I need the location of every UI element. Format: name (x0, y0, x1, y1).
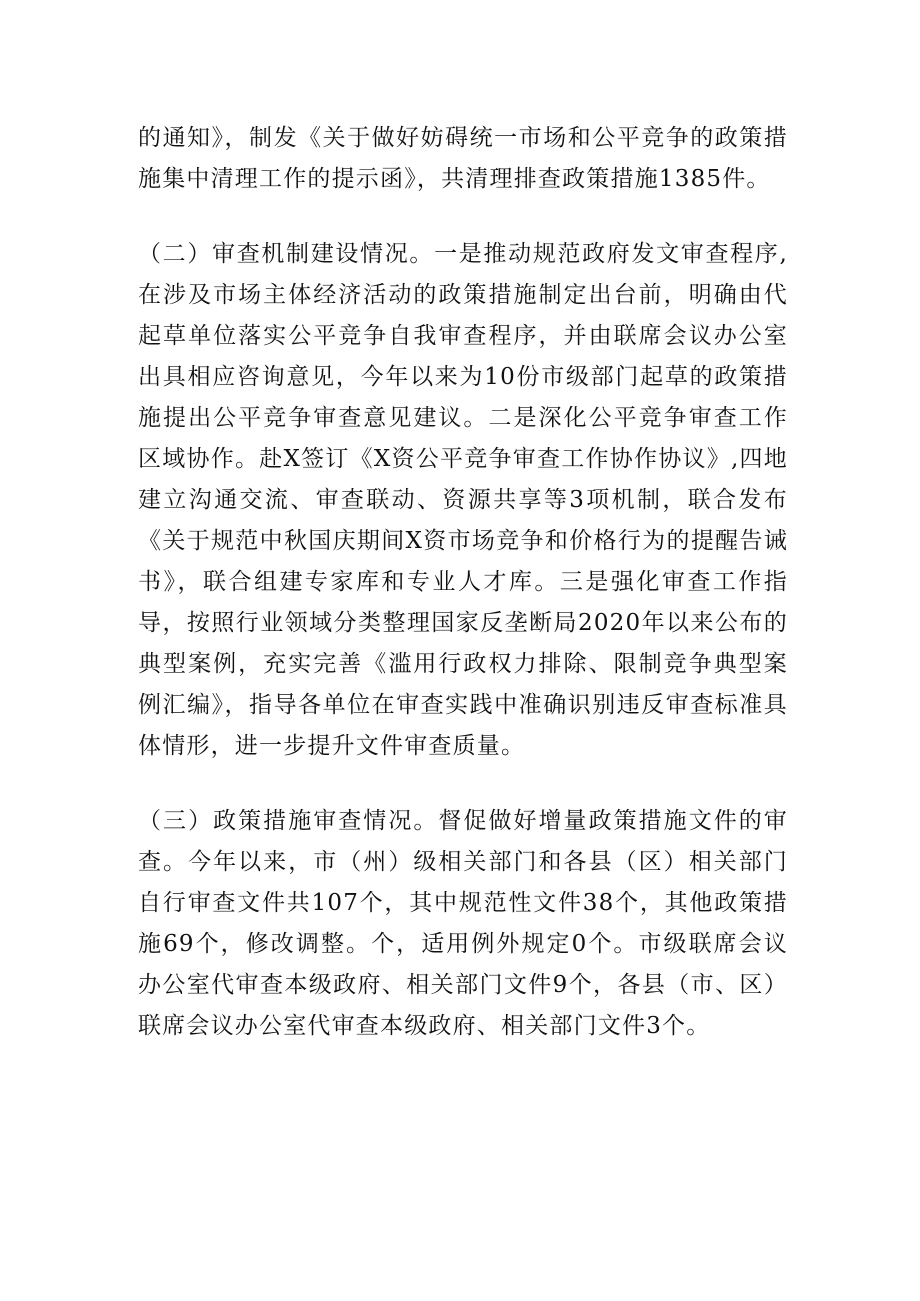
paragraph-policy-review: （三）政策措施审查情况。督促做好增量政策措施文件的审查。今年以来，市（州）级相关部门和各县（区）相关部门自行审查文件共107个，其中规范性文件38个，其他政策措施69个，修改调整。个，适用例外规定0个。市级联席会议办公室代审查本级政府、相关部门文件9个，各县（市、区）联席会议办公室代审查本级政府、相关部门文件3个。 (138, 808, 788, 1039)
document-body (138, 118, 788, 1047)
paragraph-review-mechanism: （二）审查机制建设情况。一是推动规范政府发文审查程序,在涉及市场主体经济活动的政策措施制定出台前，明确由代起草单位落实公平竞争自我审查程序，并由联席会议办公室出具相应咨询意见，今年以来为10份市级部门起草的政策措施提出公平竞争审查意见建议。二是深化公平竞争审查工作区域协作。赴X签订《X资公平竞争审查工作协作协议》,四地建立沟通交流、审查联动、资源共享等3项机制，联合发布《关于规范中秋国庆期间X资市场竞争和价格行为的提醒告诫书》，联合组建专家库和专业人才库。三是强化审查工作指导，按照行业领域分类整理国家反垄断局2020年以来公布的典型案例，充实完善《滥用行政权力排除、限制竞争典型案例汇编》，指导各单位在审查实践中准确识别违反审查标准具体情形，进一步提升文件审查质量。 (138, 241, 788, 759)
paragraph-continuation: 的通知》，制发《关于做好妨碍统一市场和公平竞争的政策措施集中清理工作的提示函》，共清理排查政策措施1385件。 (138, 125, 788, 192)
